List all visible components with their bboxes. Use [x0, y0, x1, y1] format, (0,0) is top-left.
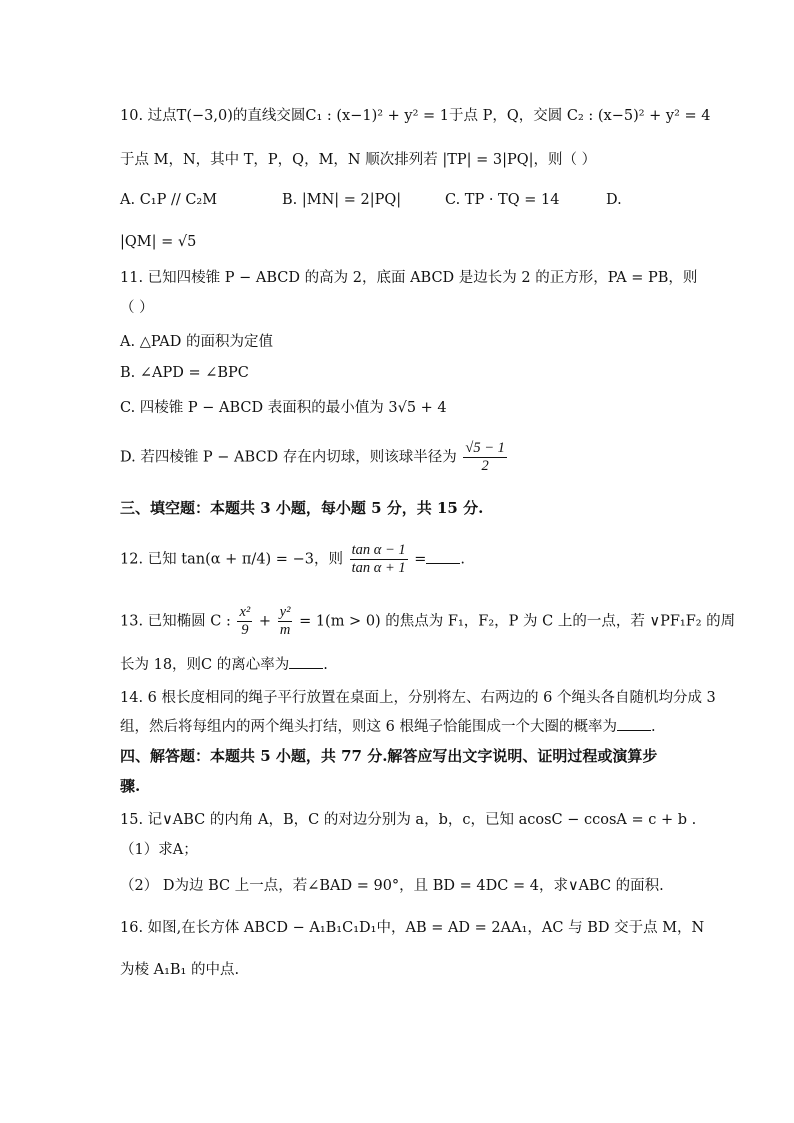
fraction-denominator: 9	[241, 622, 249, 638]
q11-option-d	[120, 440, 509, 475]
fraction-denominator: m	[279, 622, 291, 638]
q11-line2: （ ）	[120, 300, 154, 316]
fraction-numerator: y²	[279, 604, 291, 620]
section-3-heading: 三、填空题：本题共 3 小题，每小题 5 分，共 15 分.	[120, 499, 484, 517]
fraction-numerator: tan α − 1	[351, 542, 406, 558]
fraction-numerator: √5 − 1	[465, 440, 505, 456]
q14-line2-text: 组，然后将每组内的两个绳头打结，则这 6 根绳子恰能围成一个大圈的概率为	[120, 719, 617, 735]
q13-rest: = 1(m > 0) 的焦点为 F₁，F₂，P 为 C 上的一点，若 ∨PF₁F₂ 的周	[299, 613, 736, 630]
q16-line2: 为棱 A₁B₁ 的中点.	[120, 962, 240, 978]
q10-option-d: D.	[606, 192, 622, 208]
q11-option-a: A. △PAD 的面积为定值	[120, 334, 273, 350]
q10-line2: 于点 M，N，其中 T，P，Q，M，N 顺次排列若 |TP| = 3|PQ|，则（ ）	[120, 152, 597, 168]
q13-period: .	[323, 657, 328, 673]
q11-option-b: B. ∠APD = ∠BPC	[120, 365, 249, 381]
q12-period: .	[460, 551, 465, 568]
q15-line1: 15. 记∨ABC 的内角 A，B，C 的对边分别为 a，b，c，已知 acosC − ccosA = c + b .	[120, 812, 697, 828]
fraction-denominator: 2	[481, 458, 489, 474]
answer-blank	[289, 654, 323, 669]
q13-line1	[120, 604, 735, 639]
q10-option-c: C. TP · TQ = 14	[445, 192, 560, 208]
section-4-heading-line2: 骤.	[120, 777, 141, 795]
q11-option-c: C. 四棱锥 P − ABCD 表面积的最小值为 3√5 + 4	[120, 400, 447, 416]
q10-option-d-value: |QM| = √5	[120, 234, 197, 250]
q12-equals: =	[414, 551, 427, 568]
q14-period: .	[650, 719, 656, 735]
q10-line1: 10. 过点T(−3,0)的直线交圆C₁ : (x−1)² + y² = 1于点 P，Q，交圆 C₂ : (x−5)² + y² = 4	[120, 108, 711, 124]
q13-line2	[120, 654, 328, 675]
q14-line2	[120, 716, 656, 737]
q11-option-d-text: D. 若四棱锥 P − ABCD 存在内切球，则该球半径为	[120, 449, 457, 466]
fraction-numerator: x²	[239, 604, 251, 620]
q15-part2: （2） D为边 BC 上一点，若∠BAD = 90°，且 BD = 4DC = 4，求∨ABC 的面积.	[120, 878, 664, 894]
q13-fraction-x	[237, 604, 252, 639]
fraction-denominator: tan α + 1	[351, 560, 406, 576]
q13-plus: +	[258, 613, 272, 630]
q12-fraction	[350, 542, 408, 577]
q11-radius-fraction	[463, 440, 507, 475]
q10-option-a: A. C₁P // C₂M	[120, 192, 218, 208]
answer-blank	[617, 716, 651, 731]
q13-prefix: 13. 已知椭圆 C :	[120, 613, 236, 630]
q11-line1: 11. 已知四棱锥 P − ABCD 的高为 2，底面 ABCD 是边长为 2 的正方形，PA = PB，则	[120, 270, 698, 286]
q14-line1: 14. 6 根长度相同的绳子平行放置在桌面上，分别将左、右两边的 6 个绳头各自随机均分成 3	[120, 690, 716, 706]
q13-fraction-y	[278, 604, 293, 639]
section-4-heading-line1: 四、解答题：本题共 5 小题，共 77 分.解答应写出文字说明、证明过程或演算步	[120, 747, 658, 765]
q10-option-b: B. |MN| = 2|PQ|	[282, 192, 402, 208]
q15-part1: （1）求A；	[120, 842, 198, 858]
q12-prefix: 12. 已知 tan(α + π/4) = −3，则	[120, 551, 343, 568]
q16-line1: 16. 如图,在长方体 ABCD − A₁B₁C₁D₁中，AB = AD = 2AA₁，AC 与 BD 交于点 M，N	[120, 920, 705, 936]
answer-blank	[426, 549, 460, 564]
q12-line	[120, 542, 465, 577]
q13-line2-text: 长为 18，则C 的离心率为	[120, 657, 290, 673]
